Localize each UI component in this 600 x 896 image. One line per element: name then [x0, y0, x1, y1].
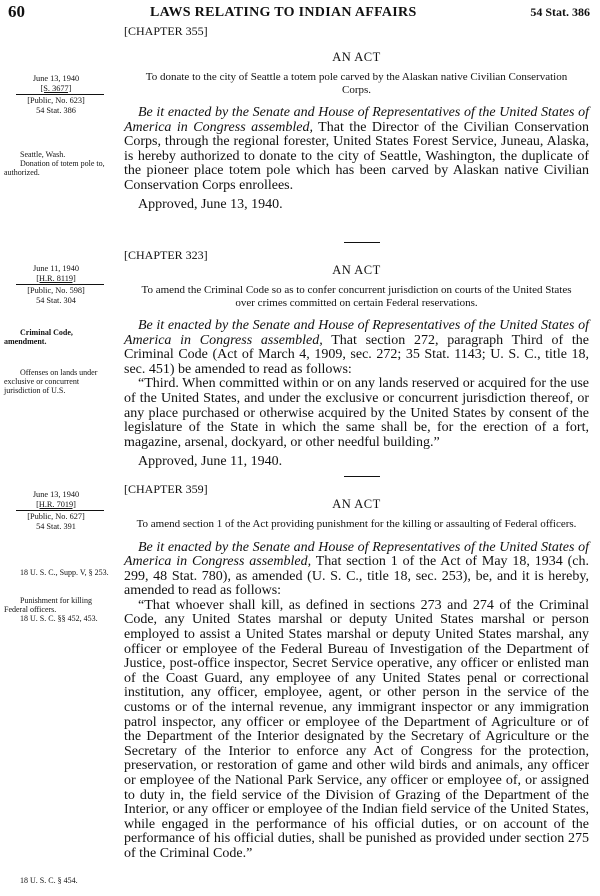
margin-note-line: Seattle, Wash.: [20, 150, 66, 159]
margin-note-line: Criminal Code, amendment.: [4, 328, 73, 346]
margin-bill: [H.R. 8119]: [36, 273, 76, 283]
statute-reference: 54 Stat. 386: [530, 5, 590, 19]
margin-bill: [S. 3677]: [40, 83, 72, 93]
margin-note: [4, 568, 114, 577]
enacting-clause: Be it enacted by the Senate and House of Representatives of the United States of America in Congress assembled,: [124, 539, 589, 570]
margin-public-law: [Public, No. 627]: [27, 512, 85, 522]
margin-public-law: [Public, No. 598]: [27, 286, 85, 296]
margin-note-line: 18 U. S. C. § 454.: [20, 876, 78, 885]
act-heading: AN ACT: [332, 263, 381, 277]
margin-note-line: 18 U. S. C., Supp. V, § 253.: [20, 568, 109, 577]
chapter-number: [CHAPTER 359]: [124, 482, 208, 496]
section-divider: [344, 476, 380, 477]
margin-date: June 11, 1940: [32, 264, 79, 273]
approval-line: Approved, June 11, 1940.: [138, 454, 283, 470]
margin-note: [4, 368, 114, 395]
act-body: [124, 541, 589, 599]
chapter-section: [124, 24, 589, 213]
margin-date: June 13, 1940: [32, 74, 80, 83]
margin-stat: 54 Stat. 391: [36, 521, 76, 531]
margin-citation: [0, 74, 112, 115]
margin-rule: [16, 510, 104, 511]
act-heading: AN ACT: [332, 50, 381, 64]
margin-date: June 13, 1940: [32, 490, 80, 499]
running-title: LAWS RELATING TO INDIAN AFFAIRS: [150, 5, 417, 20]
chapter-section: [124, 482, 589, 862]
margin-note-line: Punishment for killing Federal officers.: [4, 596, 92, 614]
margin-note: [4, 150, 114, 177]
chapter-section: [124, 248, 589, 470]
margin-note-line: 18 U. S. C. §§ 452, 453.: [20, 614, 98, 623]
body-text: That the Director of the Civilian Conservation Corps, through the regional forester, United States Forest Service, Juneau, Alaska, is hereby authorized to donate to the city of Seattle, Washington, the duplicate of the pioneer place totem pole which has been carved by Alaskan native Civilian Conservation Corps enrollees.: [124, 119, 589, 193]
margin-stat: 54 Stat. 386: [36, 105, 76, 115]
margin-note-line: Offenses on lands under exclusive or concurrent jurisdiction of U.S.: [4, 368, 98, 395]
act-body: [124, 319, 589, 377]
act-heading: AN ACT: [332, 497, 381, 511]
margin-note: [4, 596, 114, 623]
act-purpose: To amend the Criminal Code so as to confer concurrent jurisdiction on courts of the United States over crimes committed on certain Federal reservations.: [141, 284, 572, 309]
margin-rule: [16, 284, 104, 285]
margin-note-line: Donation of totem pole to, authorized.: [4, 159, 105, 177]
act-purpose: To amend section 1 of the Act providing punishment for the killing or assaulting of Federal officers.: [136, 518, 577, 530]
quoted-text: “Third. When committed within or on any lands reserved or acquired for the use of the United States, and under the exclusive or concurrent jurisdiction thereof, or any place purchased or otherwise acquired by the United States by consent of the legislature of the State in which the same shall be, for the erection of a fort, magazine, arsenal, dockyard, or other needful building.”: [124, 376, 589, 450]
body-text: That section 272, paragraph Third of the Criminal Code (Act of March 4, 1909, sec. 272; 35 Stat. 1143; U. S. C., title 18, sec. 451) be amended to read as follows:: [124, 332, 589, 377]
section-divider: [344, 242, 380, 243]
chapter-number: [CHAPTER 323]: [124, 248, 208, 262]
body-text: That section 1 of the Act of May 18, 1934 (ch. 299, 48 Stat. 780), as amended (U. S. C., title 18, sec. 253), be, and it is hereby, amended to read as follows:: [124, 554, 589, 599]
margin-note: [4, 876, 114, 885]
margin-stat: 54 Stat. 304: [36, 295, 76, 305]
act-body: [124, 106, 589, 194]
margin-citation: [0, 490, 112, 531]
approval-line: Approved, June 13, 1940.: [138, 196, 283, 212]
act-purpose: To donate to the city of Seattle a totem pole carved by the Alaskan native Civilian Conservation Corps.: [145, 71, 568, 96]
margin-public-law: [Public, No. 623]: [27, 96, 85, 106]
enacting-clause: Be it enacted by the Senate and House of Representatives of the United States of America in Congress assembled,: [124, 105, 589, 135]
chapter-number: [CHAPTER 355]: [124, 24, 208, 38]
margin-bill: [H.R. 7019]: [36, 499, 76, 509]
margin-citation: [0, 264, 112, 305]
margin-note: [4, 328, 114, 346]
margin-rule: [16, 94, 104, 95]
quoted-text: “That whoever shall kill, as defined in sections 273 and 274 of the Criminal Code, any United States marshal or deputy United States marshal or person employed to assist a United States marshal or deputy United States marshal, any officer or employee of the Federal Bureau of Investigation of the Department of Justice, post-office inspector, Secret Service operative, any officer or enlisted man of the Coast Guard, any employee of any United States penal or correctional institution, any officer, employee, agent, or other person in the service of the customs or of the internal revenue, any immigrant inspector or any immigration patrol inspector, any officer or employee of the Department of Agriculture or of the Department of the Interior designated by the Secretary of Agriculture or the Secretary of the Interior to enforce any Act of Congress for the protection, preservation, or restoration of game and other wild birds and animals, any officer or employee of the National Park Service, any officer or employee of, or assigned to duty in, the field service of the Division of Grazing of the Department of the Interior, or any officer or employee of the Indian field service of the United States, while engaged in the performance of his official duties, or on account of the performance of his official duties, shall be punished as provided under section 275 of the Criminal Code.”: [124, 597, 589, 861]
enacting-clause: Be it enacted by the Senate and House of Representatives of the United States of America in Congress assembled,: [124, 318, 589, 348]
page-number: 60: [8, 2, 25, 21]
